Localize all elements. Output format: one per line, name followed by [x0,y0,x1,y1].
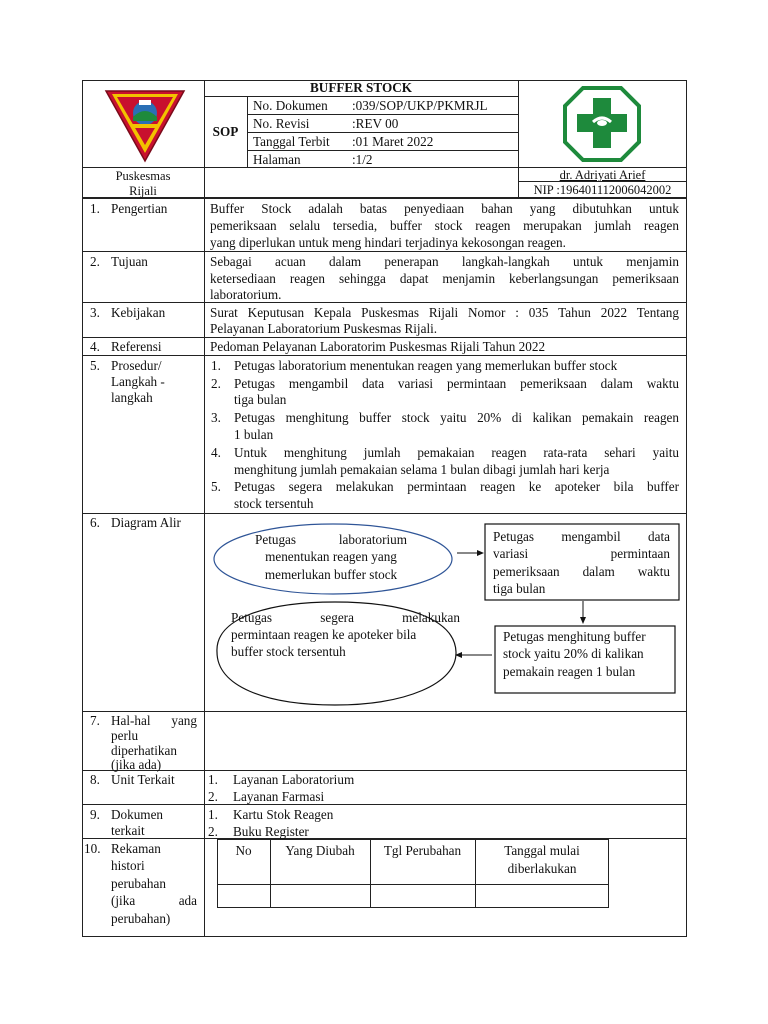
row-label: perubahan [111,876,166,891]
row-number: 10. [84,841,101,856]
row-label: Kebijakan [111,305,166,320]
step-number: 4. [211,445,221,460]
list-number: 2. [208,789,218,804]
puskesmas-logo [104,87,186,163]
flow-node-3-line: stock yaitu 20% di kalikan [503,646,644,661]
row-number: 5. [90,358,100,373]
flow-node-end-line: buffer stock tersentuh [231,644,346,659]
row-label: terkait [111,823,145,838]
step-number: 5. [211,479,221,494]
row-label: Pengertian [111,201,168,216]
row-number: 8. [90,772,100,787]
flow-node-start-line: Petugas laboratorium [255,532,407,547]
step-line: Petugas laboratorium menentukan reagen yang memerlukan buffer stock [234,358,618,373]
kemenkes-logo [561,84,643,164]
flow-node-start-line: memerlukan buffer stock [264,567,398,582]
flow-node-start-line: menentukan reagen yang [265,549,397,564]
step-line: tiga bulan [234,392,287,407]
row-label: Langkah - [111,374,165,389]
kebijakan-line: Surat Keputusan Kepala Puskesmas Rijali Nomor : 035 Tahun 2022 Tentang [210,305,679,320]
arrow-down-icon [580,617,586,624]
field-label: Tanggal Terbit [253,134,330,149]
history-col-header: Tgl Perubahan [383,843,462,858]
row-label: Referensi [111,339,162,354]
list-item: Layanan Farmasi [233,789,325,804]
step-line: stock tersentuh [234,496,314,511]
field-value: :01 Maret 2022 [352,134,434,149]
row-label: perubahan) [111,911,171,926]
row-label: Hal-hal yang [111,713,197,728]
row-label: Unit Terkait [111,772,175,787]
field-value: :REV 00 [352,116,399,131]
row-label: histori [111,858,145,873]
row-label: langkah [111,390,153,405]
signer-name: dr. Adriyati Arief [559,168,646,182]
step-line: menghitung jumlah pemakaian selama 1 bulan dibagi jumlah hari kerja [234,462,610,477]
step-number: 1. [211,358,221,373]
row-label: perlu [111,728,139,743]
row-number: 6. [90,515,100,530]
flow-node-end-line: permintaan reagen ke apoteker bila [231,627,417,642]
flow-node-3-line: pemakain reagen 1 bulan [503,664,636,679]
row-number: 1. [90,201,100,216]
field-label: Halaman [253,152,301,167]
list-number: 1. [208,772,218,787]
row-number: 2. [90,254,100,269]
flow-node-2-line: tiga bulan [493,581,546,596]
sop-label: SOP [212,124,239,139]
pengertian-line: yang diperlukan untuk meng hindari terjadinya kekosongan reagen. [210,235,566,250]
step-number: 2. [211,376,221,391]
list-item: Buku Register [233,824,309,839]
flow-node-end-line: Petugas segera melakukan [231,610,460,625]
flow-node-3-line: Petugas menghitung buffer [503,629,646,644]
row-label: Tujuan [111,254,148,269]
step-line: Petugas mengambil data variasi permintaan pemeriksaan dalam waktu [234,376,679,391]
history-col-header: No [235,843,252,858]
row-number: 7. [90,713,100,728]
list-item: Kartu Stok Reagen [233,807,334,822]
org-name-line2: Rijali [129,184,157,198]
row-label: diperhatikan [111,743,177,758]
flow-node-2-line: Petugas mengambil data [493,529,670,544]
row-label: Prosedur/ [111,358,162,373]
pengertian-line: Buffer Stock adalah batas penyediaan bahan yang dibutuhkan untuk [210,201,679,216]
row-label: Rekaman [111,841,161,856]
signer-nip: NIP :196401112006042002 [533,183,672,197]
row-label: (jika ada [111,893,197,908]
history-col-header: Tanggal mulai diberlakukan [504,843,580,876]
field-value: :1/2 [352,152,373,167]
field-value: :039/SOP/UKP/PKMRJL [352,98,488,113]
tujuan-line: ketersediaan reagen sehingga dapat menjamin keberlangsungan pemeriksaan [210,271,679,286]
pengertian-line: pemeriksaan selalu tersedia, buffer stock reagen merupakan jumlah reagen [210,218,679,233]
step-line: 1 bulan [234,427,274,442]
row-label: Diagram Alir [111,515,181,530]
step-line: Petugas segera melakukan permintaan reagen ke apoteker bila buffer [234,479,679,494]
row-number: 9. [90,807,100,822]
referensi-text: Pedoman Pelayanan Laboratorim Puskesmas Rijali Tahun 2022 [210,339,546,354]
row-label: Dokumen [111,807,164,822]
step-line: Untuk menghitung jumlah pemakaian reagen rata-rata sehari yaitu [234,445,679,460]
flow-node-2-line: pemeriksaan dalam waktu [493,564,670,579]
list-item: Layanan Laboratorium [233,772,355,787]
row-number: 3. [90,305,100,320]
tujuan-line: Sebagai acuan dalam penerapan langkah-langkah untuk menjamin [210,254,679,269]
arrow-right-icon [477,550,484,556]
field-label: No. Revisi [253,116,310,131]
kebijakan-line: Pelayanan Laboratorium Puskesmas Rijali. [210,321,438,336]
step-number: 3. [211,410,221,425]
list-number: 2. [208,824,218,839]
document-title: BUFFER STOCK [310,80,412,95]
tujuan-line: laboratorium. [210,287,282,302]
field-label: No. Dokumen [253,98,328,113]
flow-node-2-line: variasi permintaan [493,546,670,561]
org-name-line1: Puskesmas [115,169,171,183]
history-col-header: Yang Diubah [285,843,355,858]
row-number: 4. [90,339,100,354]
list-number: 1. [208,807,218,822]
step-line: Petugas menghitung buffer stock yaitu 20% di kalikan pemakain reagen [234,410,679,425]
row-label: (jika ada) [111,757,162,772]
